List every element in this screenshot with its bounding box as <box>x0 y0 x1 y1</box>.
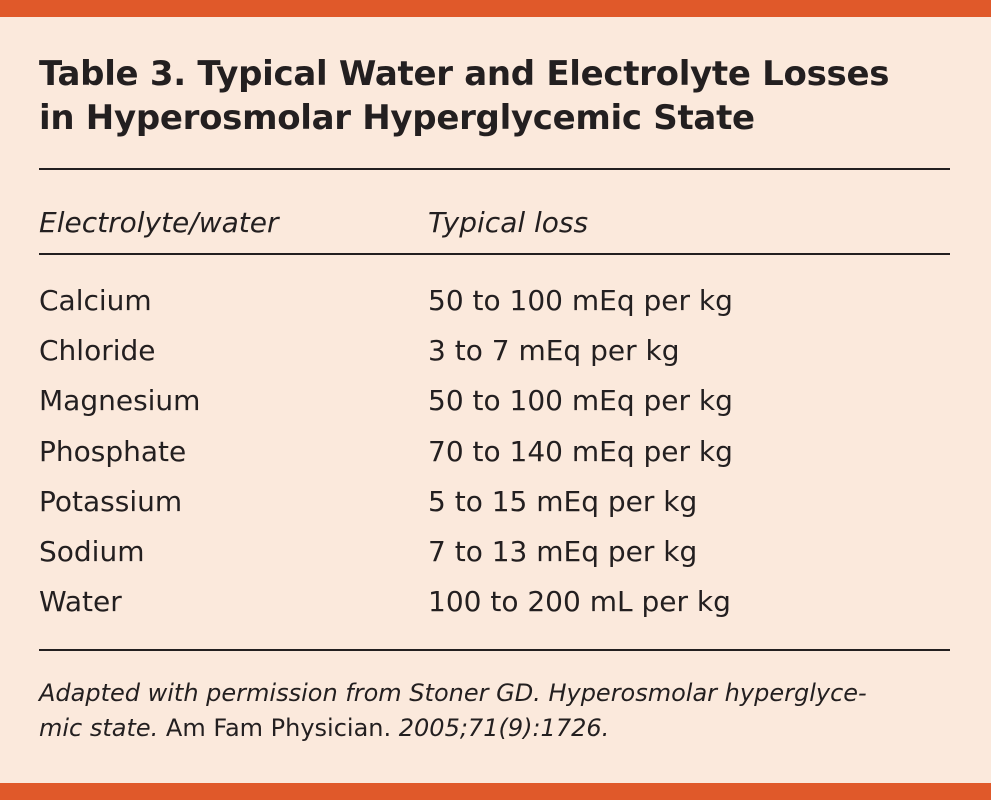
table-title <box>39 52 959 140</box>
typical-loss-cell: 7 to 13 mEq per kg <box>428 534 698 568</box>
electrolyte-cell: Potassium <box>39 484 183 518</box>
table-row <box>39 333 950 383</box>
table-title-line-2: in Hyperosmolar Hyperglycemic State <box>39 98 755 138</box>
footer-divider <box>39 649 950 651</box>
column-header-electrolyte: Electrolyte/water <box>39 206 279 239</box>
table-row <box>39 534 950 584</box>
footnote-line-1 <box>39 676 959 711</box>
typical-loss-cell: 5 to 15 mEq per kg <box>428 484 698 518</box>
table-body <box>39 283 950 634</box>
bottom-accent-bar <box>0 783 991 800</box>
table-row <box>39 584 950 634</box>
table-row <box>39 434 950 484</box>
table-row <box>39 283 950 333</box>
electrolyte-cell: Water <box>39 585 122 619</box>
typical-loss-cell: 100 to 200 mL per kg <box>428 585 731 619</box>
electrolyte-cell: Chloride <box>39 334 156 368</box>
title-divider <box>39 168 950 170</box>
top-accent-bar <box>0 0 991 17</box>
typical-loss-cell: 50 to 100 mEq per kg <box>428 384 733 418</box>
source-footnote <box>39 676 959 746</box>
footnote-journal-name: Am Fam Physician. <box>158 714 392 742</box>
typical-loss-cell: 3 to 7 mEq per kg <box>428 334 680 368</box>
footnote-citation: 2005;71(9):1726. <box>391 714 610 742</box>
electrolyte-cell: Sodium <box>39 534 145 568</box>
footnote-line-1-text: Adapted with permission from Stoner GD. Hyperosmolar hyperglyce- <box>39 679 867 707</box>
header-divider <box>39 253 950 255</box>
typical-loss-cell: 50 to 100 mEq per kg <box>428 284 733 317</box>
typical-loss-cell: 70 to 140 mEq per kg <box>428 434 733 468</box>
electrolyte-cell: Magnesium <box>39 384 201 418</box>
table-title-line-1: Table 3. Typical Water and Electrolyte Losses <box>39 54 890 94</box>
electrolyte-cell: Phosphate <box>39 434 187 468</box>
footnote-text-italic: mic state. <box>39 714 159 742</box>
column-header-typical-loss: Typical loss <box>428 206 589 239</box>
electrolyte-cell: Calcium <box>39 284 152 317</box>
table-row <box>39 383 950 433</box>
footnote-line-2 <box>39 711 959 746</box>
table-row <box>39 484 950 534</box>
